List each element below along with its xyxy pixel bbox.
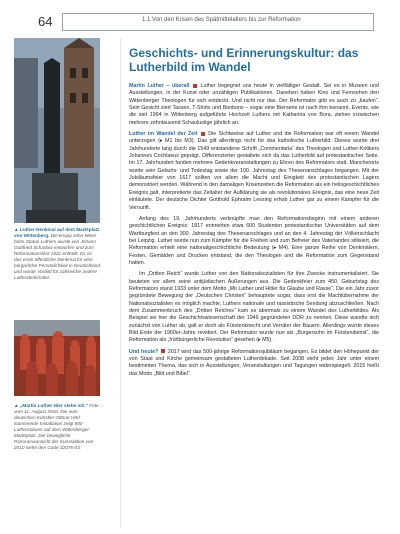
luther-monument-photo [14, 38, 100, 223]
paragraph [129, 349, 379, 378]
paragraph-text: 2017 wird das 500-jährige Reformationsjubiläum begangen. Es bildet den Höhepunkt der von Staat und Kirche gemeinsam gestalteten Lutherdekade. Seit 2008 steht jedes Jahr unter einem bestimmten Thema, das sich in Ausstellungen, Veranstaltungen und Tagungen widerspiegelt. 2015 heißt das Motto „Bild und Bibel“. [129, 348, 379, 377]
paragraph [129, 131, 379, 212]
section-title: Geschichts- und Erinnerungskultur: das Lutherbild im Wandel [129, 46, 359, 74]
paragraph [129, 271, 379, 344]
monument-caption-body: Die knapp zehn Meter hohe Statue Luthers wurde von Johann Gottfried Schadow entworfen und zum Reformationsfest 1821 enthüllt. Es ist das erste öffentliche Denkmal für eine bürgerliche Persönlichkeit in Deutschland und wurde Vorbild für zahlreiche andere Lutherdenkmäler. [14, 233, 100, 280]
paragraph [129, 83, 379, 127]
paragraph-text: Anfang des 19. Jahrhunderts verknüpfte man den Reformationsbeginn mit einem anderen geschichtlichen Ereignis: 1817 erinnerten etwa 600 Studenten protestantischer Universitäten auf dem Wartburgfest an den 300. Jahrestag des Thesenanschlages und an den 4. Jahrestag der Völkerschlacht bei Leipzig. Luther wurde nun zum Kämpfer für die Freiheit und zum Befreier des Vaterlandes stilisiert, die Reformation erhielt eine nationalgeschichtliche Bedeutung (▸ M4). Eine ganze Reihe von Denkmälern, Festen, Gemälden und Drucken entstand, die den Theologen und die Reformation zum Gegenstand hatten. [129, 215, 379, 266]
caption-marker-icon: ▲ [14, 227, 19, 232]
paragraph-text: Die Sichtweise auf Luther und die Reformation war oft einem Wandel unterzogen (▸ M1 bis M3). Das gilt allerdings nicht für das katholische Lutherbild. Dieses wurde drei Jahrhunderte lang durch die 1549 entstandene Schrift „Commentaria“ des Theologen und Luther-Kritikers Johannes Cochlaeus geprägt. Differenzierter gestaltete sich da das Lutherbild auf protestantischer Seite. Im 17. Jahrhundert fanden mehrere Gedenkveranstaltungen zu Ehren des Reformators statt. Mancherorts wurde sein Geburts- und Todestag sowie der 100. Jahrestag des Thesenanschlages begangen. Mit der Jubiläumsfeier von 1617 sollten vor allem die Macht und Einigkeit des protestantischen Lagers demonstriert werden. Während in den damaligen Krisenzeiten die Reformation als ein heilsgeschichtliches Ereignis galt, interpretierte das Zeitalter der Aufklärung sie als revolutionäres Ereignis, das eine neue Zeit einläutete. Der deutsche Dichter Gotthold Ephraim Lessing erhob Luther gar zu einem Kämpfer für die Vernunft. [129, 131, 379, 211]
statues-caption-body: Foto vom 11. August 2010. Die vom deutschen Künstler Ottmar Hörl stammende Installation zeigt 800 Lutherstatuen auf dem Wittenberger Marktplatz. Der bewegliche Panoramaansicht der Kunstaktion von 2010 siehe den Code 32075-03. [14, 403, 99, 450]
caption-marker-icon: ▲ [14, 403, 19, 408]
statues-caption-title: „Martin Luther Hier stehe ich.“ [19, 403, 88, 408]
main-text-column [129, 46, 379, 382]
section-marker-icon [201, 132, 205, 136]
paragraph-lead: Luther im Wandel der Zeit [129, 131, 198, 138]
paragraph-lead: Und heute? [129, 348, 159, 355]
paragraph-text: Luther begegnet uns heute in vielfältiger Gestalt. Sei es in Museen und Ausstellungen, in der Kunst oder unzähligen Publikationen. Daneben haben Kino und Fernsehen den Wittenberger Theologen für sich entdeckt. Und nicht nur das. Der Reformator gibt es auch zu „kaufen“. Sein Gesicht ziert Tassen, T-Shirts und Bonbons – sogar eine Bierserie ist nach ihm benannt. Events, wie die seit 1994 in Wittenberg aufgeführte Hochzeit Luthers mit Katharina von Bora, ziehen inzwischen mehrere zehntausend Schaulustige jährlich an. [129, 83, 379, 126]
monument-caption-title: Luther-Denkmal auf dem Marktplatz von Wittenberg. [14, 227, 100, 238]
luther-statues-photo [14, 320, 100, 396]
paragraph [129, 216, 379, 267]
paragraph-lead: Martin Luther – überall [129, 83, 190, 89]
column-divider [120, 38, 121, 528]
paragraph-text: Im „Dritten Reich“ wurde Luther von den Nationalsozialisten für ihre Zwecke instrumentalisiert. Sie beuteten vor allem seine antijüdischen Äußerungen aus. Die Gedenkfeier zum 450. Geburtstag des Reformators stand 1933 unter dem Motto „Mit Luther und Hitler für Glaube und Rasse“. Die ein Jahr zuvor gegründete Bewegung der „Deutschen Christen“ behauptete sogar, dass erst die Machtübernahme der Nationalsozialisten es möglich machte, Luthers nationale und rassistische Sendung abzuschließen. Nach dem Zusammenbruch des „Dritten Reiches“ kam es abermals zu einem Wandel des Lutherbildes. Als Beispiel sei hier die Geschichtswissenschaft der 1949 gegründeten DDR zu nennen. Diese wandte sich zunächst von Luther ab, galt er doch als Fürstenknecht und Verräter der Bauern. Allerdings wurde dieses Bild Ende der 1960er-Jahre revidiert. Der Reformator wurde nun als „Bürgersohn im Fürstendienst“, die Reformation als „frühbürgerliche Revolution“ gesehen (▸ M5). [129, 271, 379, 344]
section-marker-icon [193, 84, 197, 88]
page-header [38, 13, 376, 33]
section-marker-icon [161, 349, 165, 353]
statues-caption [14, 403, 100, 451]
page-number: 64 [38, 14, 53, 29]
monument-caption [14, 227, 100, 281]
luther-monument-illustration [14, 38, 100, 223]
luther-statues-illustration [14, 320, 100, 396]
chapter-title: 1.1 Von den Krisen des Spätmittelalters bis zur Reformation [142, 17, 301, 23]
